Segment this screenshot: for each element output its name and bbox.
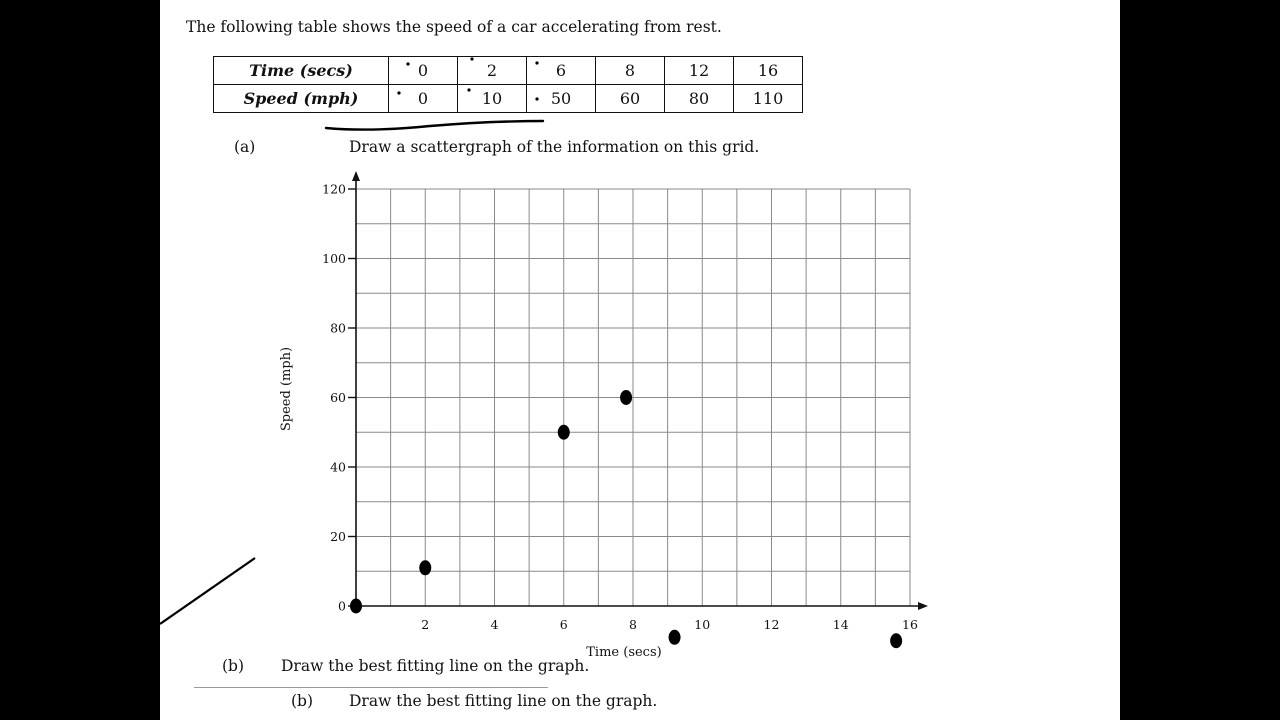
- worksheet-page: [160, 0, 1120, 720]
- data-point: [620, 390, 632, 405]
- pen-underline-stroke: [326, 121, 543, 130]
- x-tick-label: 14: [832, 617, 849, 632]
- time-cell: 6: [527, 57, 596, 85]
- part-a-label: (a): [234, 138, 256, 156]
- pen-dot: [470, 57, 473, 60]
- data-point: [350, 599, 362, 614]
- chart-points: [350, 390, 902, 648]
- y-tick-label: 40: [330, 459, 346, 475]
- y-tick-label: 80: [330, 320, 346, 336]
- speed-cell: 80: [665, 85, 734, 113]
- pen-dot: [406, 62, 409, 65]
- data-point: [669, 630, 681, 645]
- scatter-chart: [160, 0, 1120, 720]
- x-tick-label: 16: [902, 617, 918, 632]
- x-tick-label: 6: [559, 617, 568, 632]
- part-b-repeat-label: (b): [291, 692, 314, 710]
- time-cell: 0: [389, 57, 458, 85]
- y-tick-label: 60: [330, 390, 346, 405]
- intro-text: The following table shows the speed of a car accelerating from rest.: [186, 18, 722, 36]
- speed-cell: 0: [389, 85, 458, 113]
- pen-diagonal-stroke: [160, 558, 255, 624]
- speed-cell: 50: [527, 85, 596, 113]
- time-cell: 8: [596, 57, 665, 85]
- x-axis-label: Time (secs): [586, 645, 662, 660]
- part-b-label: (b): [222, 657, 245, 675]
- part-b-repeat-text: Draw the best fitting line on the graph.: [349, 692, 658, 710]
- pen-dot: [535, 61, 538, 64]
- time-cell: 16: [734, 57, 803, 85]
- speed-header: Speed (mph): [214, 85, 389, 113]
- speed-cell: 10: [458, 85, 527, 113]
- pen-dot: [535, 97, 538, 100]
- y-tick-label: 120: [322, 181, 346, 197]
- pen-dot: [397, 91, 400, 94]
- x-axis-arrowhead: [918, 602, 928, 610]
- x-tick-label: 2: [421, 617, 430, 632]
- speed-cell: 60: [596, 85, 665, 113]
- x-tick-label: 12: [763, 617, 780, 632]
- chart-grid: [356, 189, 910, 606]
- y-tick-label: 20: [330, 529, 346, 544]
- speed-cell: 110: [734, 85, 803, 113]
- y-axis-label: Speed (mph): [279, 346, 294, 432]
- time-cell: 2: [458, 57, 527, 85]
- chart-axes: [352, 171, 928, 610]
- part-a-text: Draw a scattergraph of the information on this grid.: [349, 138, 760, 156]
- data-point: [419, 560, 431, 575]
- y-tick-label: 100: [322, 251, 346, 266]
- data-point: [558, 425, 570, 440]
- x-tick-label: 10: [694, 617, 711, 632]
- pen-dot: [467, 88, 470, 91]
- time-cell: 12: [665, 57, 734, 85]
- y-tick-label: 0: [338, 598, 346, 614]
- chart-ticks: [322, 182, 918, 633]
- y-axis-arrowhead: [352, 171, 360, 181]
- time-header: Time (secs): [214, 57, 389, 85]
- x-tick-label: 8: [629, 617, 637, 632]
- data-point: [890, 633, 902, 648]
- part-b-text: Draw the best fitting line on the graph.: [281, 657, 590, 675]
- x-tick-label: 4: [490, 617, 499, 632]
